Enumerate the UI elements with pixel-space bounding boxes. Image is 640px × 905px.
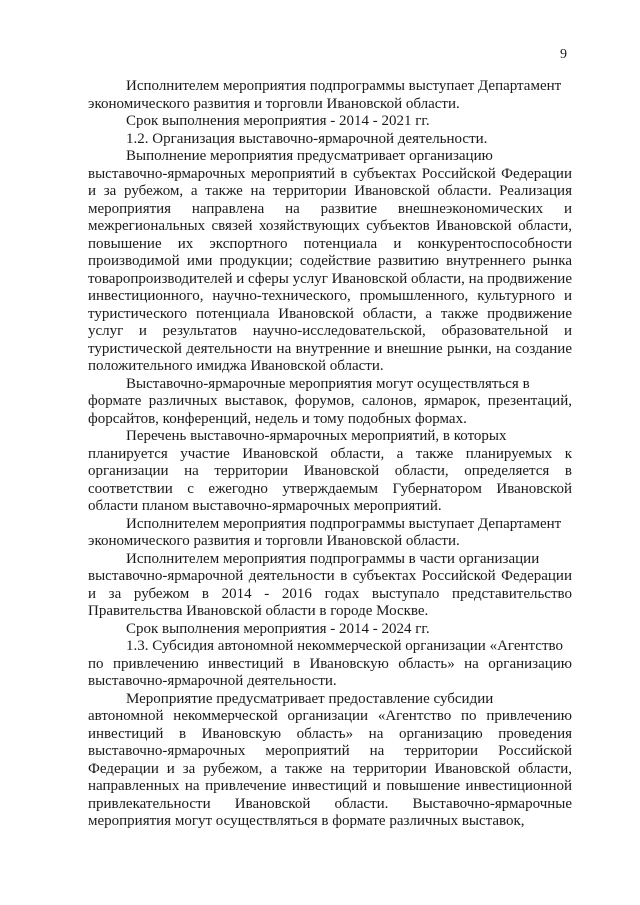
paragraph-implementation-1-2: Выполнение мероприятия предусматривает организацию выставочно-ярмарочных мероприятий в субъектах Российской Федерации и за рубежом, а также на территории Ивановской области. Реализация мероприятия направлена на развитие внешнеэкономических и межрегиональных связей хозяйствующих субъектов Ивановской области, повышение их экспортного потенциала и конкурентоспособности производимой ими продукции; содействие развитию внутреннего рынка товаропроизводителей и сферы услуг Ивановской области, на продвижение инвестиционного, научно-технического, промышленного, культурного и туристического потенциала Ивановской области, а также продвижение услуг и результатов научно-исследовательской, образовательной и туристической деятельности на внутренние и внешние рынки, на создание положительного имиджа Ивановской области. bbox=[88, 148, 572, 374]
page-number: 9 bbox=[560, 47, 567, 62]
paragraph-event-formats: Выставочно-ярмарочные мероприятия могут осуществляться в формате различных выставок, форумов, салонов, ярмарок, презентаций, форсайтов, конференций, недель и тому подобных формах. bbox=[88, 375, 572, 427]
document-body bbox=[88, 78, 572, 831]
paragraph-term-1: Срок выполнения мероприятия - 2014 - 2021 гг. bbox=[126, 113, 430, 129]
paragraph-subsidy-1-3: Мероприятие предусматривает предоставление субсидии автономной некоммерческой организации «Агентство по привлечению инвестиций в Ивановскую область» на организацию проведения выставочно-ярмарочных мероприятий на территории Российской Федерации и за рубежом, а также на территории Ивановской области, направленных на привлечение инвестиций и повышение инвестиционной привлекательности Ивановской области. Выставочно-ярмарочные мероприятия могут осуществляться в формате различных выставок, bbox=[88, 690, 572, 829]
section-heading-1-3: 1.3. Субсидия автономной некоммерческой организации «Агентство по привлечению инвестиций в Ивановскую область» на организацию выставочно-ярмарочной деятельности. bbox=[88, 638, 572, 689]
paragraph-executor-moscow: Исполнителем мероприятия подпрограммы в части организации выставочно-ярмарочной деятельности в субъектах Российской Федерации и за рубежом в 2014 - 2016 годах выступало представительство Правительства Ивановской области в городе Москве. bbox=[88, 550, 572, 619]
paragraph-term-2: Срок выполнения мероприятия - 2014 - 2024 гг. bbox=[126, 620, 430, 637]
paragraph-executor-1: Исполнителем мероприятия подпрограммы выступает Департамент экономического развития и торговли Ивановской области. bbox=[88, 78, 562, 112]
paragraph-event-list: Перечень выставочно-ярмарочных мероприятий, в которых планируется участие Ивановской области, а также планируемых к организации на территории Ивановской области, определяется в соответствии с ежегодно утверждаемым Губернатором Ивановской области планом выставочно-ярмарочных мероприятий. bbox=[88, 428, 572, 514]
section-heading-1-2: 1.2. Организация выставочно-ярмарочной деятельности. bbox=[126, 130, 488, 147]
paragraph-executor-2: Исполнителем мероприятия подпрограммы выступает Департамент экономического развития и торговли Ивановской области. bbox=[88, 515, 562, 549]
